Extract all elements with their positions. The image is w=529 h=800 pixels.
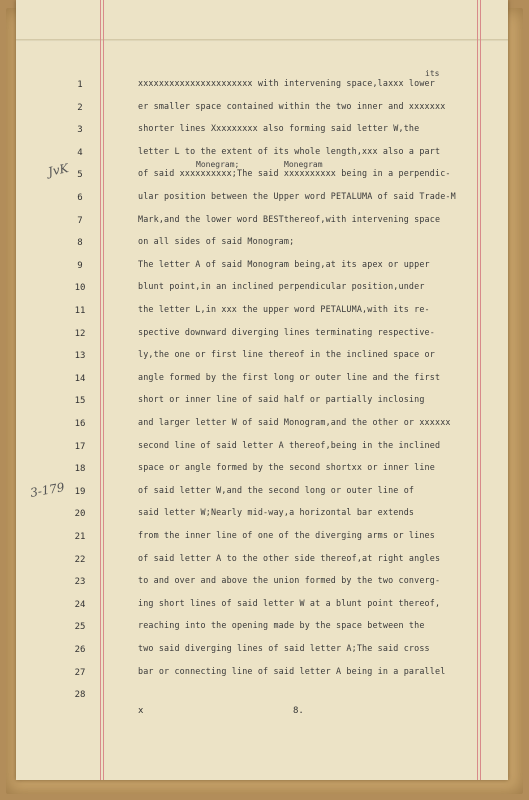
line-number: 23 — [74, 577, 86, 588]
typed-line: Mark,and the lower word BESTthereof,with intervening space — [138, 213, 441, 224]
line-number: 9 — [77, 260, 83, 271]
superscript-its: its — [425, 69, 440, 78]
line-number: 21 — [74, 532, 86, 542]
typed-line: er smaller space contained within the two inner and xxxxxxx — [138, 100, 446, 111]
line-number: 6 — [77, 193, 83, 203]
typed-line: short or inner line of said half or partially inclosing — [138, 394, 425, 405]
line-number: 8 — [77, 238, 83, 249]
line-number: 14 — [74, 373, 86, 384]
line-number: 24 — [74, 599, 86, 610]
typed-line: The letter A of said Monogram being,at its apex or upper — [138, 258, 430, 269]
typed-line: to and over and above the union formed by the two converg- — [138, 575, 441, 586]
right-margin-rule — [477, 0, 478, 780]
document-page — [16, 0, 508, 780]
typed-line: ular position between the Upper word PETALUMA of said Trade-M — [138, 191, 456, 201]
line-number: 19 — [74, 486, 86, 497]
superscript-monogram-2: Monegram — [284, 160, 323, 169]
page-fold — [16, 39, 508, 42]
handwritten-date-note: 3-179 — [29, 480, 66, 500]
line-number: 5 — [77, 170, 83, 181]
typed-line: the letter L,in xxx the upper word PETALUMA,with its re- — [138, 304, 430, 314]
typed-line: shorter lines Xxxxxxxxx also forming said letter W,the — [138, 123, 420, 134]
typed-line: spective downward diverging lines terminating respective- — [138, 326, 435, 337]
left-margin-rule — [100, 0, 101, 780]
typed-line: space or angle formed by the second shortxx or inner line — [138, 462, 435, 473]
handwritten-initials: JvK — [46, 161, 70, 179]
line-number: 18 — [74, 464, 86, 475]
typed-line: of said xxxxxxxxxx;The said xxxxxxxxxx being in a perpendic- — [138, 168, 451, 179]
line-number: 20 — [74, 509, 86, 520]
typed-line: of said letter A to the other side thereof,at right angles — [138, 552, 441, 563]
line-number: 28 — [74, 690, 86, 701]
superscript-monogram-1: Monegram; — [196, 160, 240, 169]
typed-line: said letter W;Nearly mid-way,a horizontal bar extends — [138, 507, 415, 518]
line-number: 2 — [77, 102, 83, 113]
line-number: 10 — [74, 283, 86, 294]
typed-line: two said diverging lines of said letter A;The said cross — [138, 643, 430, 653]
typed-line: xxxxxxxxxxxxxxxxxxxxxx with intervening space,laxxx lower — [138, 78, 435, 88]
line-number: 4 — [77, 147, 83, 158]
left-margin-rule-inner — [103, 0, 104, 780]
footer-mark: x — [138, 706, 144, 716]
typed-line: ly,the one or first line thereof in the inclined space or — [138, 349, 435, 360]
line-number: 3 — [77, 125, 83, 136]
line-number: 12 — [74, 328, 86, 339]
line-number: 27 — [74, 667, 86, 678]
typed-line: from the inner line of one of the diverging arms or lines — [138, 530, 435, 540]
typed-line: reaching into the opening made by the space between the — [138, 620, 425, 631]
line-number: 26 — [74, 645, 86, 655]
typed-line: letter L to the extent of its whole length,xxx also a part — [138, 145, 441, 156]
page-number: 8. — [293, 706, 304, 716]
line-number: 7 — [77, 215, 83, 226]
typed-line: bar or connecting line of said letter A being in a parallel — [138, 665, 446, 676]
line-number: 13 — [74, 351, 86, 362]
line-number: 16 — [74, 419, 86, 429]
typed-line: angle formed by the first long or outer line and the first — [138, 371, 441, 382]
typed-line: ing short lines of said letter W at a blunt point thereof, — [138, 597, 441, 608]
typed-line: on all sides of said Monogram; — [138, 236, 295, 247]
line-number: 15 — [74, 396, 86, 407]
line-number: 25 — [74, 622, 86, 633]
typed-line: and larger letter W of said Monogram,and the other or xxxxxx — [138, 417, 451, 427]
line-number: 22 — [74, 554, 86, 565]
line-number: 11 — [74, 306, 86, 316]
typed-line: second line of said letter A thereof,being in the inclined — [138, 439, 441, 450]
typed-line: blunt point,in an inclined perpendicular position,under — [138, 281, 425, 292]
line-number: 17 — [74, 441, 86, 452]
right-margin-rule-inner — [480, 0, 481, 780]
typed-line: of said letter W,and the second long or outer line of — [138, 484, 415, 495]
line-number: 1 — [77, 80, 83, 90]
